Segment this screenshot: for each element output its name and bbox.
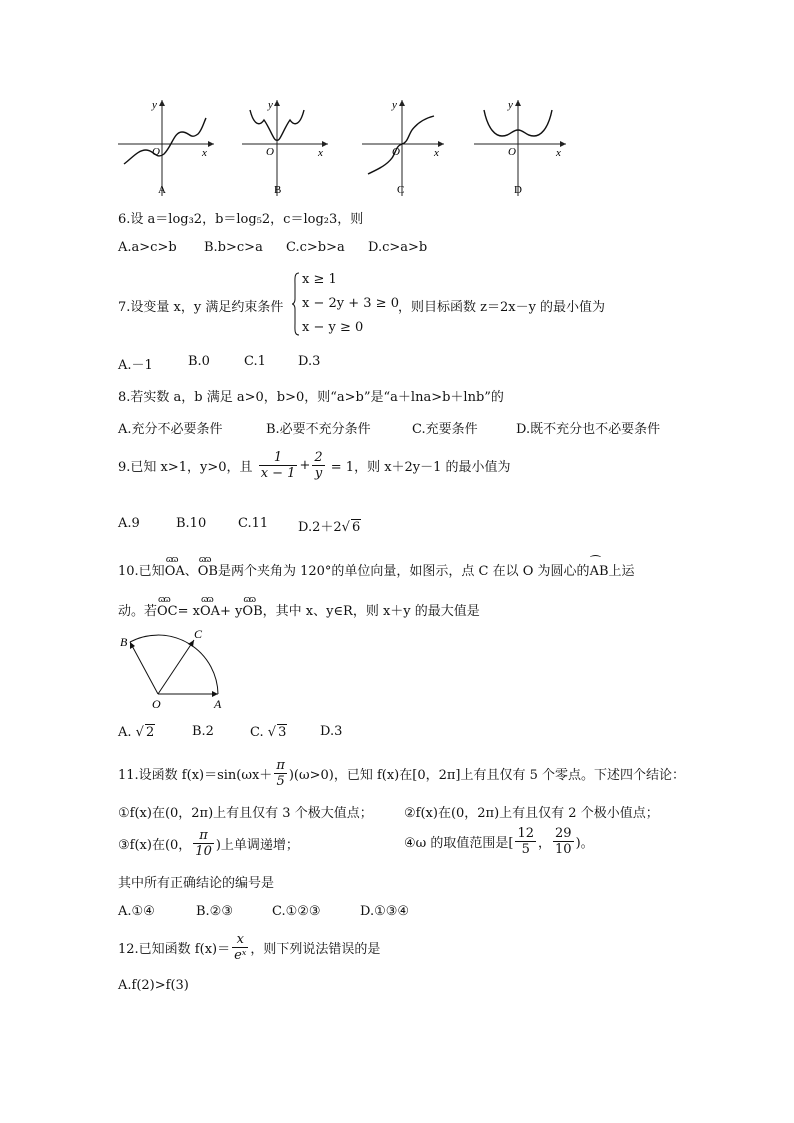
q11-ask: 其中所有正确结论的编号是 (118, 876, 275, 891)
q11-option-d: D.①③④ (360, 904, 410, 919)
q7-option-c: C.1 (244, 354, 266, 369)
graph-d (474, 99, 566, 196)
fig-label-o: O (152, 697, 161, 710)
q10-root-3: 3 (278, 725, 287, 740)
q9-option-b: B.10 (176, 516, 207, 531)
q10-option-a-text: A. (118, 725, 132, 740)
q10-line2-d: ，其中 x、y∈R，则 x＋y 的最大值是 (262, 604, 480, 619)
sqrt-sign-icon: √ (135, 725, 144, 740)
q11-comma: ， (538, 836, 552, 851)
svg-text:y: y (268, 99, 273, 111)
fig-label-c: C (194, 628, 203, 641)
vector-oa-2: ɷɷ OA (200, 604, 220, 619)
q8-stem: 8.若实数 a，b 满足 a>0，b>0，则“a>b”是“a＋lna>b＋lnb”的 (118, 390, 504, 405)
graph-label-b: B (274, 184, 282, 196)
q10-line2-c: + y (220, 604, 243, 619)
q11-d10: 10 (555, 842, 572, 857)
q12-option-a: A.f(2)>f(3) (118, 978, 189, 993)
svg-text:x: x (556, 147, 561, 159)
graph-b (242, 99, 328, 196)
q11-statement-4 (404, 826, 594, 857)
function-graphs (118, 96, 570, 202)
q10-option-c-text: C. (250, 725, 264, 740)
q10-line2-b: = x (177, 604, 200, 619)
q7-brace (291, 271, 301, 337)
q9-f2-den: y (314, 466, 323, 481)
q11-pi-over-10 (193, 828, 214, 859)
svg-text:O: O (508, 146, 516, 158)
q9-f1-num: 1 (259, 450, 298, 466)
svg-text:y: y (508, 99, 513, 111)
q12-stem-post: ，则下列说法错误的是 (250, 942, 381, 957)
q12-line (118, 932, 380, 963)
svg-text:y: y (152, 99, 157, 111)
q9-option-c: C.11 (238, 516, 269, 531)
svg-text:x: x (318, 147, 323, 159)
q6-stem: 6.设 a＝log₃2，b＝log₅2，c＝log₂3，则 (118, 212, 364, 227)
q8-option-d: D.既不充分也不必要条件 (516, 422, 661, 437)
q9-fraction-1 (259, 450, 298, 481)
svg-text:O: O (266, 146, 274, 158)
sector-figure (118, 628, 234, 710)
svg-text:O: O (392, 146, 400, 158)
q11-s3-a: ③f(x)在(0， (118, 838, 192, 853)
q9-stem-post: = 1，则 x＋2y－1 的最小值为 (330, 460, 511, 475)
q11-s3-pi: π (193, 828, 214, 844)
graph-label-a: A (158, 184, 166, 196)
q10-option-c (250, 724, 287, 740)
q10-line-2 (118, 600, 480, 619)
graph-c (362, 99, 444, 196)
q11-stem-post: )(ω>0)，已知 f(x)在[0，2π]上有且仅有 5 个零点。下述四个结论： (288, 768, 686, 783)
q11-s4-a: ④ω 的取值范围是[ (404, 836, 514, 851)
q7-stem-pre: 7.设变量 x，y 满足约束条件 (118, 300, 284, 315)
q11-n29: 29 (555, 826, 572, 841)
q10-option-b: B.2 (192, 724, 214, 739)
q6-option-a: A.a>c>b (118, 240, 177, 255)
q9-f1-den: x − 1 (260, 466, 296, 481)
q7-option-b: B.0 (188, 354, 210, 369)
q7-stem-post: ，则目标函数 z＝2x－y 的最小值为 (398, 300, 606, 315)
q9-option-a: A.9 (118, 516, 140, 531)
q12-num: x (232, 932, 248, 948)
q11-frac-29-10 (553, 826, 574, 857)
q7-option-d: D.3 (298, 354, 321, 369)
q10-line-1 (118, 560, 635, 579)
graph-a (118, 99, 214, 196)
q11-option-c: C.①②③ (272, 904, 321, 919)
fig-label-a: A (214, 697, 222, 710)
q10-sep: 、 (184, 564, 198, 579)
q11-s4-b: )。 (575, 836, 594, 851)
svg-text:y: y (392, 99, 397, 111)
q12-fraction (232, 932, 248, 963)
q9-f2-num: 2 (314, 450, 323, 465)
q7-constraint-3: x − y ≥ 0 (302, 320, 364, 335)
svg-text:x: x (202, 147, 207, 159)
vector-oc: ɷɷ OC (157, 604, 178, 619)
q7-option-a: A.－1 (118, 358, 153, 373)
q11-pi-over-5 (274, 758, 287, 789)
q11-s3-ten: 10 (195, 844, 212, 859)
q11-statement-1: ①f(x)在(0，2π)上有且仅有 3 个极大值点； (118, 806, 373, 821)
q11-line-1 (118, 758, 685, 789)
q9-option-d-text: D.2＋2 (298, 520, 342, 535)
svg-text:O: O (152, 146, 160, 158)
q8-option-a: A.充分不必要条件 (118, 422, 223, 437)
q11-statement-2: ②f(x)在(0，2π)上有且仅有 2 个极小值点； (404, 806, 659, 821)
q11-statement-3 (118, 828, 299, 859)
q9-stem-pre: 9.已知 x>1，y>0，且 (118, 460, 253, 475)
q8-option-c: C.充要条件 (412, 422, 478, 437)
svg-text:x: x (434, 147, 439, 159)
q11-n12: 12 (517, 826, 535, 841)
graph-label-d: D (514, 184, 522, 196)
q10-line1-c: 上运 (608, 564, 635, 579)
q6-option-b: B.b>c>a (204, 240, 263, 255)
q9-fraction-2 (312, 450, 324, 481)
q7-constraint-2: x − 2y + 3 ≥ 0 (302, 296, 399, 311)
q11-option-b: B.②③ (196, 904, 233, 919)
vector-ob-2: ɷɷ OB (242, 604, 262, 619)
q12-stem-pre: 12.已知函数 f(x)＝ (118, 942, 231, 957)
q9-root-6: 6 (351, 520, 361, 535)
q6-option-c: C.c>b>a (286, 240, 345, 255)
q10-option-a (118, 724, 155, 740)
q10-option-d: D.3 (320, 724, 343, 739)
q11-frac-12-5 (515, 826, 536, 857)
vector-oa: ɷɷ OA (165, 564, 185, 579)
q10-line1-a: 10.已知 (118, 564, 165, 579)
vector-ob: ɷɷ OB (198, 564, 218, 579)
arc-ab: ⁀ AB (590, 564, 609, 579)
q11-five: 5 (276, 774, 285, 789)
q12-den: eˣ (234, 948, 247, 963)
q9-line (118, 450, 511, 481)
sqrt-sign-icon: √ (341, 520, 350, 535)
q11-pi: π (276, 758, 285, 773)
q11-option-a: A.①④ (118, 904, 155, 919)
fig-label-b: B (120, 635, 128, 649)
q11-stem-pre: 11.设函数 f(x)＝sin(ωx＋ (118, 768, 273, 783)
q9-option-d (298, 516, 361, 535)
q11-d5: 5 (521, 842, 530, 857)
sqrt-sign-icon: √ (267, 725, 277, 740)
q10-line2-a: 动。若 (118, 604, 158, 619)
q7-constraint-1: x ≥ 1 (302, 272, 337, 287)
q10-root-2: 2 (145, 725, 155, 740)
q10-line1-b: 是两个夹角为 120°的单位向量，如图示，点 C 在以 O 为圆心的 (217, 564, 590, 579)
q8-option-b: B.必要不充分条件 (266, 422, 371, 437)
graph-label-c: C (397, 184, 405, 196)
q6-option-d: D.c>a>b (368, 240, 428, 255)
q11-s3-b: )上单调递增； (215, 838, 299, 853)
q9-plus: + (299, 458, 311, 473)
